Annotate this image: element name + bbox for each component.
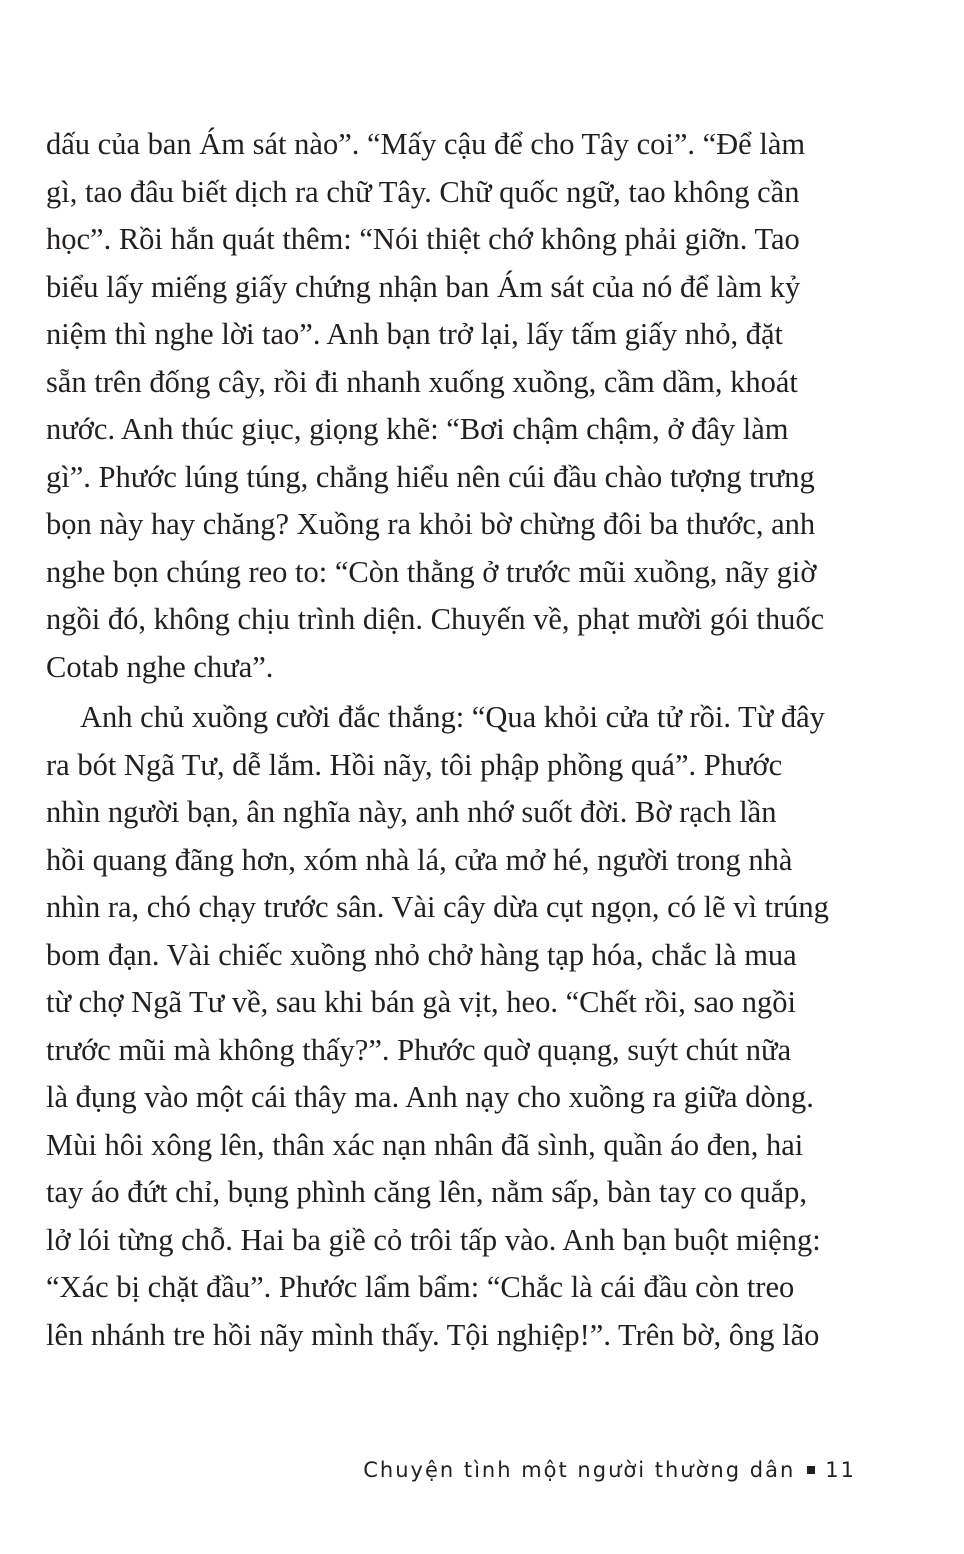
text-line: Cotab nghe chưa”. [46,649,274,684]
text-line: biểu lấy miếng giấy chứng nhận ban Ám sát của nó để làm kỷ [46,269,801,304]
text-line: nghe bọn chúng reo to: “Còn thằng ở trước mũi xuồng, nãy giờ [46,554,817,589]
text-line: Anh chủ xuồng cười đắc thắng: “Qua khỏi cửa tử rồi. Từ đây [80,700,825,734]
bullet-separator-icon [807,1466,815,1474]
text-line: học”. Rồi hắn quát thêm: “Nói thiệt chớ không phải giỡn. Tao [46,222,800,256]
text-line: Mùi hôi xông lên, thân xác nạn nhân đã sình, quần áo đen, hai [46,1127,804,1162]
text-line: là đụng vào một cái thây ma. Anh nạy cho xuồng ra giữa dòng. [46,1080,814,1114]
text-line: “Xác bị chặt đầu”. Phước lẩm bẩm: “Chắc là cái đầu còn treo [46,1270,795,1304]
text-line: gì, tao đâu biết dịch ra chữ Tây. Chữ quốc ngữ, tao không cần [46,174,800,209]
text-line: bọn này hay chăng? Xuồng ra khỏi bờ chừng đôi ba thước, anh [46,507,816,541]
text-line: dấu của ban Ám sát nào”. “Mấy cậu để cho Tây coi”. “Để làm [46,127,806,161]
text-line: bom đạn. Vài chiếc xuồng nhỏ chở hàng tạp hóa, chắc là mua [46,937,797,972]
text-line: từ chợ Ngã Tư về, sau khi bán gà vịt, heo. “Chết rồi, sao ngồi [46,985,796,1019]
text-line: trước mũi mà không thấy?”. Phước quờ quạng, suýt chút nữa [46,1032,792,1067]
text-line: nhìn ra, chó chạy trước sân. Vài cây dừa cụt ngọn, có lẽ vì trúng [46,890,829,924]
running-title: Chuyện tình một người thường dân [363,1458,796,1482]
page-footer [363,1458,856,1482]
text-line: lở lói từng chỗ. Hai ba giề cỏ trôi tấp vào. Anh bạn buột miệng: [46,1222,821,1257]
text-line: gì”. Phước lúng túng, chẳng hiểu nên cúi đầu chào tượng trưng [46,459,815,494]
text-line: lên nhánh tre hồi nãy mình thấy. Tội nghiệp!”. Trên bờ, ông lão [46,1317,820,1352]
text-line: ra bót Ngã Tư, dễ lắm. Hồi nãy, tôi phập phồng quá”. Phước [46,747,783,782]
text-line: nhìn người bạn, ân nghĩa này, anh nhớ suốt đời. Bờ rạch lần [46,795,777,829]
text-line: niệm thì nghe lời tao”. Anh bạn trở lại, lấy tấm giấy nhỏ, đặt [46,317,783,351]
text-line: tay áo đứt chỉ, bụng phình căng lên, nằm sấp, bàn tay co quắp, [46,1175,808,1209]
text-line: ngồi đó, không chịu trình diện. Chuyến về, phạt mười gói thuốc [46,602,825,636]
text-line: nước. Anh thúc giục, giọng khẽ: “Bơi chậm chậm, ở đây làm [46,412,789,446]
page-number: 11 [825,1458,856,1482]
text-line: hồi quang đãng hơn, xóm nhà lá, cửa mở hé, người trong nhà [46,842,793,877]
text-line: sẵn trên đống cây, rồi đi nhanh xuống xuồng, cầm dầm, khoát [46,364,798,399]
